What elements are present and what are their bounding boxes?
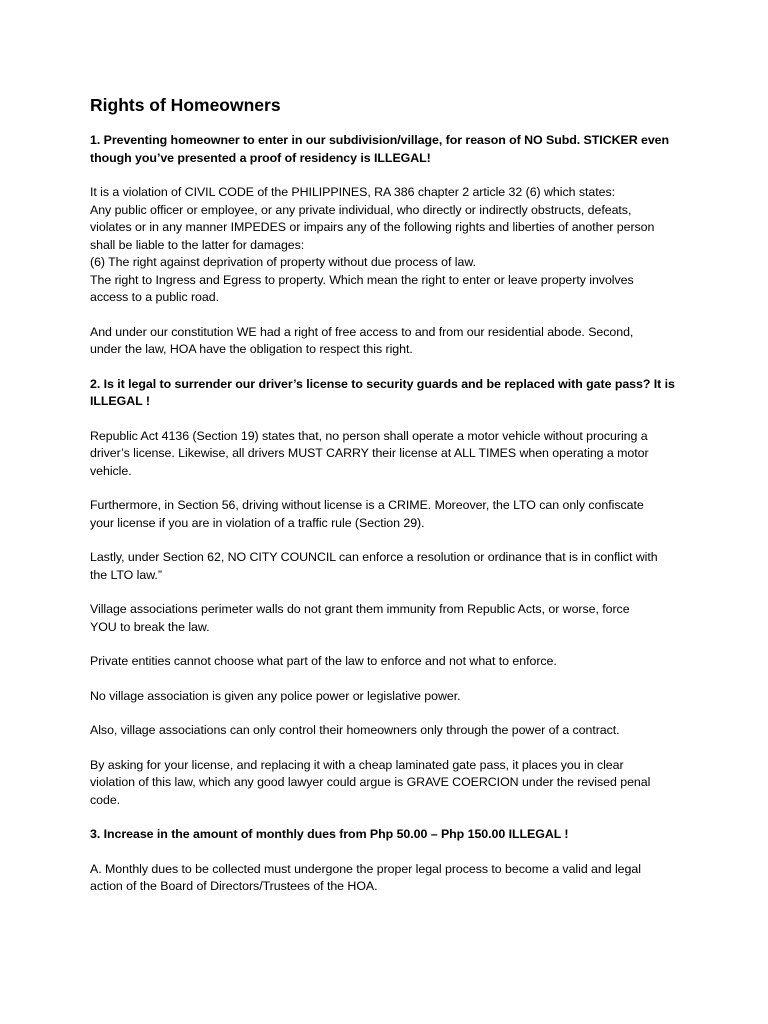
text-line: under the law, HOA have the obligation to respect this right. bbox=[90, 342, 413, 356]
body-paragraph bbox=[90, 184, 680, 307]
text-line: driver’s license. Likewise, all drivers MUST CARRY their license at ALL TIMES when operating a motor bbox=[90, 446, 649, 460]
text-line: The right to Ingress and Egress to property. Which mean the right to enter or leave property involves bbox=[90, 272, 634, 287]
body-paragraph bbox=[90, 653, 680, 671]
body-paragraph bbox=[90, 428, 680, 481]
paragraph-list bbox=[90, 132, 680, 896]
text-line: 3. Increase in the amount of monthly dues from Php 50.00 – Php 150.00 ILLEGAL ! bbox=[90, 827, 569, 841]
text-line: your license if you are in violation of a traffic rule (Section 29). bbox=[90, 515, 425, 530]
text-line: Village associations perimeter walls do not grant them immunity from Republic Acts, or worse, force bbox=[90, 602, 630, 616]
text-line: ILLEGAL ! bbox=[90, 394, 150, 408]
body-paragraph bbox=[90, 601, 680, 636]
document-body bbox=[90, 94, 680, 913]
body-paragraph bbox=[90, 324, 680, 359]
section-heading bbox=[90, 376, 680, 411]
text-line: Any public officer or employee, or any private individual, who directly or indirectly obstructs, defeats, bbox=[90, 202, 632, 217]
text-line: action of the Board of Directors/Trustees of the HOA. bbox=[90, 879, 378, 893]
text-line: violates or in any manner IMPEDES or impairs any of the following rights and liberties of another person bbox=[90, 220, 655, 234]
text-line: the LTO law.” bbox=[90, 567, 162, 582]
text-line: No village association is given any police power or legislative power. bbox=[90, 688, 461, 703]
text-line: 1. Preventing homeowner to enter in our subdivision/village, for reason of NO Subd. STICKER even bbox=[90, 133, 670, 147]
text-line: Private entities cannot choose what part of the law to enforce and not what to enforce. bbox=[90, 654, 557, 668]
body-paragraph bbox=[90, 757, 680, 810]
text-line: violation of this law, which any good lawyer could argue is GRAVE COERCION under the revised penal bbox=[90, 775, 651, 789]
body-paragraph bbox=[90, 549, 680, 584]
text-line: shall be liable to the latter for damages: bbox=[90, 237, 305, 252]
text-line: access to a public road. bbox=[90, 290, 219, 304]
text-line: It is a violation of CIVIL CODE of the PHILIPPINES, RA 386 chapter 2 article 32 (6) which states: bbox=[90, 185, 615, 199]
text-line: By asking for your license, and replacing it with a cheap laminated gate pass, it places you in clear bbox=[90, 757, 624, 772]
text-line: A. Monthly dues to be collected must undergone the proper legal process to become a valid and legal bbox=[90, 861, 641, 876]
text-line: though you’ve presented a proof of residency is ILLEGAL! bbox=[90, 150, 431, 165]
body-paragraph bbox=[90, 497, 680, 532]
text-line: 2. Is it legal to surrender our driver’s license to security guards and be replaced with gate pass? It is bbox=[90, 376, 675, 391]
text-line: vehicle. bbox=[90, 463, 132, 478]
body-paragraph bbox=[90, 688, 680, 706]
document-title: Rights of Homeowners bbox=[90, 95, 281, 115]
section-heading bbox=[90, 132, 680, 167]
text-line: Furthermore, in Section 56, driving without license is a CRIME. Moreover, the LTO can only confiscate bbox=[90, 498, 644, 512]
text-line: Republic Act 4136 (Section 19) states that, no person shall operate a motor vehicle without procuring a bbox=[90, 428, 648, 443]
body-paragraph bbox=[90, 722, 680, 740]
text-line: (6) The right against deprivation of property without due process of law. bbox=[90, 255, 476, 269]
body-paragraph bbox=[90, 861, 680, 896]
text-line: Lastly, under Section 62, NO CITY COUNCIL can enforce a resolution or ordinance that is in conflict with bbox=[90, 550, 658, 564]
text-line: And under our constitution WE had a right of free access to and from our residential abode. Second, bbox=[90, 324, 634, 339]
text-line: code. bbox=[90, 792, 121, 807]
section-heading bbox=[90, 826, 680, 844]
text-line: YOU to break the law. bbox=[90, 619, 210, 634]
text-line: Also, village associations can only control their homeowners only through the power of a contract. bbox=[90, 723, 620, 737]
